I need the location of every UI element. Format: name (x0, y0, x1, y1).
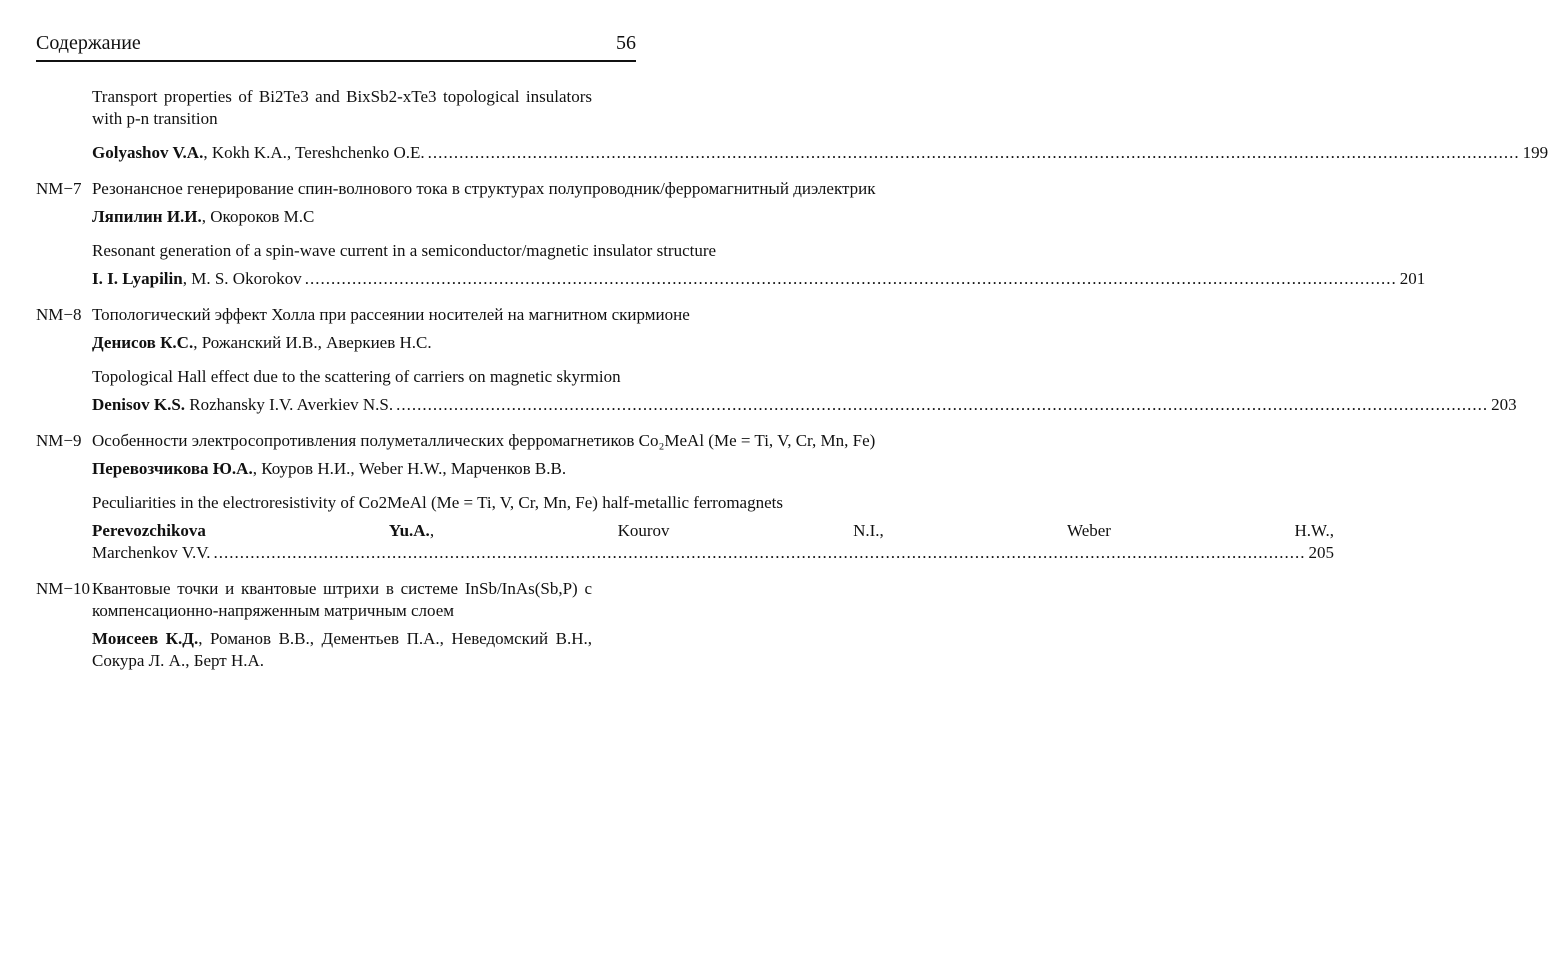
entry-authors-ru (92, 458, 1334, 480)
lead-author: Golyashov V.A. (92, 143, 204, 162)
entry-code: NM−7 (36, 179, 82, 198)
toc-entry (36, 178, 1426, 290)
entry-authors-ru (92, 332, 1517, 354)
co-authors: , Романов В.В., Дементьев П.А., Неведомский В.Н., Сокура Л. А., Берт Н.А. (92, 629, 592, 670)
section-title: Содержание (36, 32, 141, 54)
lead-author: Моисеев К.Д. (92, 629, 199, 648)
lead-author: Перевозчикова Ю.А. (92, 459, 253, 478)
co-authors: Marchenkov V.V. (92, 543, 211, 562)
lead-author: Perevozchikova Yu.A. (92, 521, 430, 540)
leader-dots (214, 542, 1306, 564)
co-authors: , Коуров Н.И., Weber H.W., Марченков В.В. (252, 459, 567, 478)
toc-content (36, 86, 1548, 686)
toc-entry (36, 578, 592, 672)
entry-page[interactable]: 199 (1522, 143, 1548, 162)
entry-title-en: Peculiarities in the electroresistivity of Co2MeAl (Me = Ti, V, Cr, Mn, Fe) half-metallic ferromagnets (92, 493, 783, 512)
entry-title-en: Resonant generation of a spin-wave current in a semiconductor/magnetic insulator structure (92, 241, 717, 260)
entry-page[interactable]: 203 (1491, 395, 1517, 414)
page-header (36, 30, 636, 62)
leader-dots (305, 268, 1397, 290)
co-authors: , Kourov N.I., Weber H.W., (429, 521, 1335, 540)
entry-title-en: Transport properties of Bi2Te3 and BixSb2-xTe3 topological insulators with p-n transition (92, 87, 592, 128)
entry-authors (92, 142, 425, 164)
entry-authors-en (92, 520, 1334, 542)
co-authors: Rozhansky I.V. Averkiev N.S. (185, 395, 394, 414)
entry-title-ru: Резонансное генерирование спин-волнового тока в структурах полупроводник/ферромагнитный диэлектрик (92, 179, 876, 198)
lead-author: Denisov K.S. (92, 395, 186, 414)
co-authors: , M. S. Okorokov (182, 269, 302, 288)
toc-entry (36, 430, 1335, 564)
leader-dots (396, 394, 1488, 416)
entry-authors-line (92, 394, 1517, 416)
entry-authors (92, 394, 393, 416)
co-authors: , Kokh K.A., Tereshchenko O.E. (203, 143, 425, 162)
toc-entry (36, 304, 1517, 416)
entry-page[interactable]: 201 (1399, 269, 1426, 288)
entry-title-ru: Топологический эффект Холла при рассеянии носителей на магнитном скирмионе (92, 305, 690, 324)
page-number: 56 (616, 32, 636, 54)
lead-author: Ляпилин И.И. (92, 207, 202, 226)
entry-title-ru: Особенности электросопротивления полуметаллических ферромагнетиков Co₂MeAl (Me = Ti, V, Cr, Mn, Fe) (92, 431, 876, 450)
co-authors: , Окороков М.С (201, 207, 315, 226)
entry-authors-ru (92, 628, 592, 672)
entry-authors-ru (92, 206, 1425, 228)
entry-code: NM−9 (36, 431, 82, 450)
co-authors: , Рожанский И.В., Аверкиев Н.С. (193, 333, 432, 352)
entry-authors-line (92, 542, 1334, 564)
entry-code: NM−10 (36, 579, 90, 598)
entry-authors (92, 268, 302, 290)
entry-title-ru: Квантовые точки и квантовые штрихи в системе InSb/InAs(Sb,P) с компенсационно-напряженным матричным слоем (92, 579, 592, 620)
entry-authors-line (92, 142, 1548, 164)
entry-page[interactable]: 205 (1308, 543, 1335, 562)
lead-author: Денисов К.С. (92, 333, 194, 352)
entry-authors-line (92, 268, 1425, 290)
lead-author: I. I. Lyapilin (92, 269, 183, 288)
entry-code: NM−8 (36, 305, 82, 324)
leader-dots (428, 142, 1520, 164)
toc-entry-continued (92, 86, 1548, 164)
entry-title-en: Topological Hall effect due to the scattering of carriers on magnetic skyrmion (92, 367, 621, 386)
